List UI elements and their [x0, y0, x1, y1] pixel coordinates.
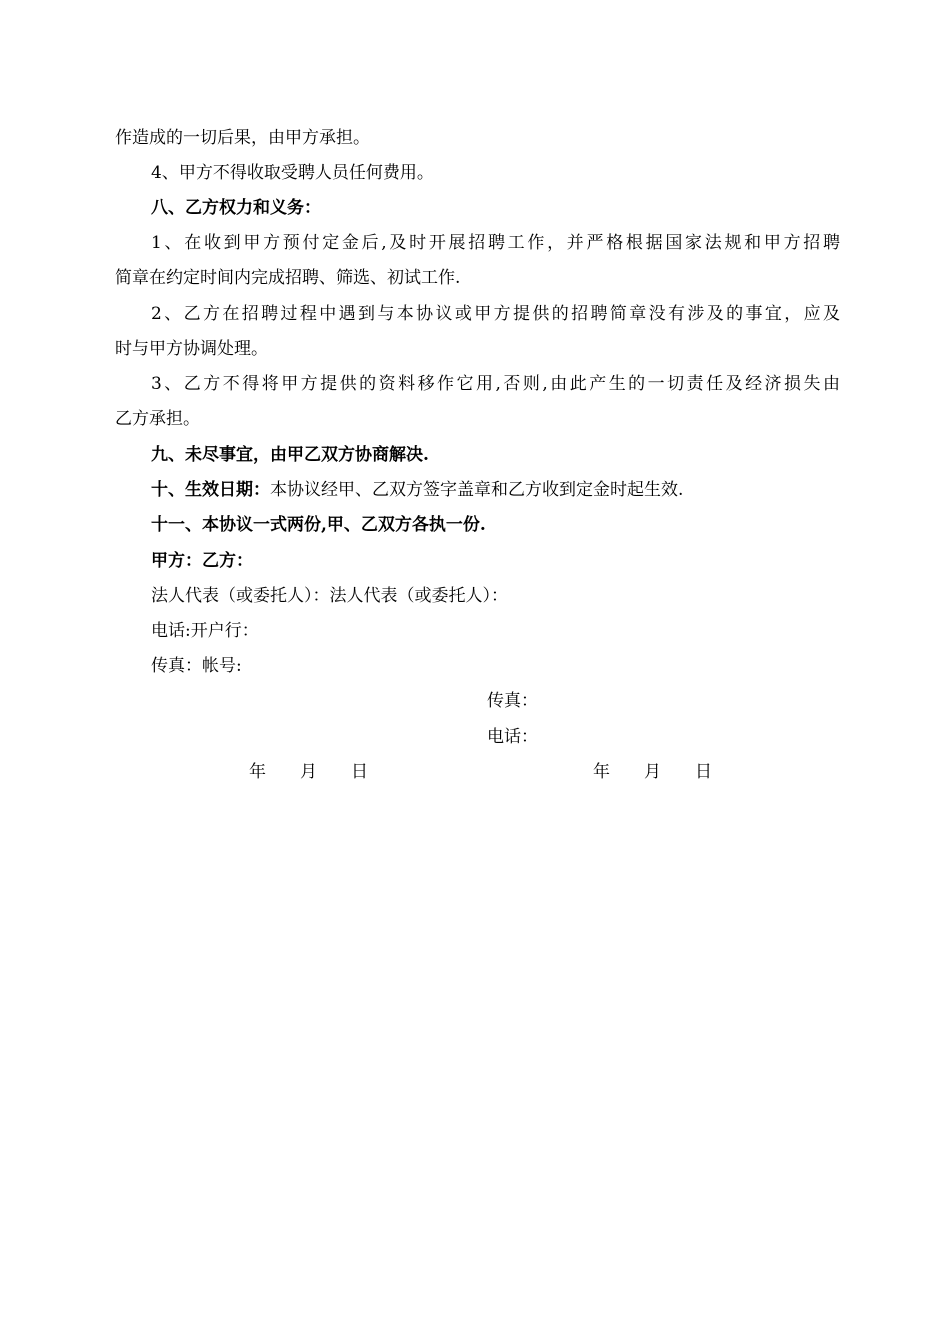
paragraph-line: 时与甲方协调处理。	[115, 339, 268, 359]
paragraph-line: 简章在约定时间内完成招聘、筛选、初试工作.	[115, 268, 461, 288]
section-body: 本协议经甲、乙双方签字盖章和乙方收到定金时起生效.	[270, 480, 684, 500]
section-heading: 十一、本协议一式两份,甲、乙双方各执一份.	[151, 515, 486, 535]
paragraph-line: 乙方承担。	[115, 409, 200, 429]
paragraph-line: 作造成的一切后果，由甲方承担。	[115, 128, 370, 148]
date-right: 年 月 日	[593, 762, 712, 782]
signature-phone-bank: 电话:开户行：	[151, 621, 259, 641]
paragraph-line: 4、甲方不得收取受聘人员任何费用。	[151, 163, 434, 183]
paragraph-line	[151, 478, 840, 502]
signature-fax-b: 传真：	[487, 691, 538, 711]
signature-fax-account: 传真：帐号:	[151, 656, 242, 676]
paragraph-line: 2、乙方在招聘过程中遇到与本协议或甲方提供的招聘简章没有涉及的事宜，应及	[151, 304, 840, 324]
section-heading: 九、未尽事宜，由甲乙双方协商解决.	[151, 445, 429, 465]
signature-phone-b: 电话：	[487, 727, 538, 747]
paragraph-line: 3、乙方不得将甲方提供的资料移作它用,否则,由此产生的一切责任及经济损失由	[151, 374, 840, 394]
section-heading: 十、生效日期：	[151, 480, 270, 500]
signature-legal-rep: 法人代表（或委托人）：法人代表（或委托人）：	[151, 586, 508, 606]
section-heading: 八、乙方权力和义务：	[151, 198, 321, 218]
signature-parties: 甲方：乙方：	[151, 551, 253, 571]
date-left: 年 月 日	[249, 762, 368, 782]
paragraph-line: 1、在收到甲方预付定金后,及时开展招聘工作，并严格根据国家法规和甲方招聘	[151, 233, 840, 253]
